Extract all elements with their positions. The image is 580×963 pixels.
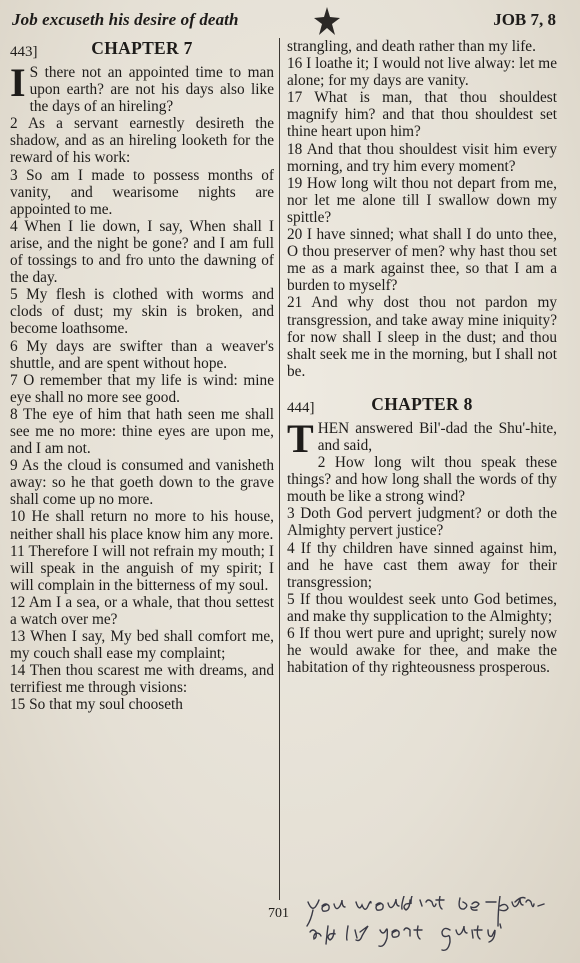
chapter-8-verse-1 [287,415,557,461]
book-reference: JOB 7, 8 [493,10,556,29]
chapter-heading [287,394,557,418]
right-column [287,38,557,676]
verse-text: 6 If thou wert pure and upright; surely now he would awake for thee, and make the habitation of thy righteousness prosperous. [287,625,557,677]
verse-18 [287,141,557,175]
verse-text: 15 So that my soul chooseth [10,696,183,714]
verse-16 [287,55,557,89]
verse-text: 21 And why dost thou not pardon my transgression, and take away mine iniquity? for now shall I sleep in the dust; and thou shalt seek me in the morning, but I shall not be. [287,294,557,380]
verse-21 [287,294,557,379]
verse-text: 9 As the cloud is consumed and vanisheth away: so he that goeth down to the grave shall come up no more. [10,457,274,509]
page-number: 701 [268,906,289,921]
verse-text: 17 What is man, that thou shouldest magnify him? and that thou shouldest set thine heart upon him? [287,89,557,141]
chapter-heading [10,38,274,62]
handwritten-note [300,896,570,958]
verse-text: HEN answered Bil'-dad the Shu'-hite, and said, [317,419,557,454]
verse-10 [10,508,274,542]
verse-8 [10,406,274,457]
verse-text: 13 When I say, My bed shall comfort me, my couch shall ease my complaint; [10,628,274,663]
verse-4 [10,218,274,286]
verse-text: 2 How long wilt thou speak these things? and how long shall the words of thy mouth be like a strong wind? [287,454,557,506]
chapter-title: CHAPTER 7 [91,38,193,58]
verse-text: 18 And that thou shouldest visit him every morning, and try him every moment? [287,140,557,175]
verse-text: 11 Therefore I will not refrain my mouth; I will speak in the anguish of my spirit; I will complain in the bitterness of my soul. [10,542,274,594]
running-head: Job excuseth his desire of death [12,10,239,29]
verse-text: 7 O remember that my life is wind: mine eye shall no more see good. [10,371,274,406]
verse-text: 3 Doth God pervert judgment? or doth the Almighty pervert justice? [287,505,557,540]
chapter-8-verse-2 [287,454,557,505]
verse-15-continued [287,38,557,55]
verse-12 [10,594,274,628]
verse-14 [10,662,274,696]
star-icon [312,6,342,36]
verse-7 [10,372,274,406]
verse-1 [10,60,274,116]
verse-text: 5 If thou wouldest seek unto God betimes, and make thy supplication to the Almighty; [287,590,557,625]
verse-20 [287,226,557,294]
chapter-8-verse-6 [287,625,557,676]
verse-text: 2 As a servant earnestly desireth the shadow, and as an hireling looketh for the reward of his work: [10,115,274,167]
left-column [10,38,274,714]
verse-text: 12 Am I a sea, or a whale, that thou settest a watch over me? [10,593,274,628]
verse-text: 5 My flesh is clothed with worms and clods of dust; my skin is broken, and become loathsome. [10,286,274,338]
verse-text: 19 How long wilt thou not depart from me, nor let me alone till I swallow down my spittle? [287,174,557,226]
verse-19 [287,175,557,226]
verse-text: 8 The eye of him that hath seen me shall see me no more: thine eyes are upon me, and I am not. [10,405,274,458]
verse-text: strangling, and death rather than my life. [287,38,536,55]
drop-cap: I [10,60,26,105]
chapter-number: 443] [10,44,38,60]
verse-text: 6 My days are swifter than a weaver's shuttle, and are spent without hope. [10,337,274,372]
chapter-8-verse-5 [287,591,557,625]
verse-13 [10,628,274,662]
verse-text: 3 So am I made to possess months of vanity, and wearisome nights are appointed to me. [10,166,274,218]
chapter-8-verse-4 [287,540,557,591]
column-divider [279,38,280,900]
verse-6 [10,338,274,372]
verse-text: 20 I have sinned; what shall I do unto thee, O thou preserver of men? why hast thou set me as a mark against thee, so that I am a burden to myself? [287,226,557,295]
verse-3 [10,167,274,218]
verse-5 [10,286,274,337]
drop-cap: T [287,415,314,461]
verse-text: S there not an appointed time to man upon earth? are not his days also like the days of an hireling? [29,64,274,116]
chapter-title: CHAPTER 8 [371,393,473,414]
verse-9 [10,457,274,508]
verse-text: 16 I loathe it; I would not live alway: let me alone; for my days are vanity. [287,55,557,90]
verse-17 [287,89,557,140]
page-header [0,6,580,36]
chapter-8-verse-3 [287,505,557,539]
chapter-number: 444] [287,399,315,416]
verse-text: 10 He shall return no more to his house, neither shall his place know him any more. [10,508,274,543]
verse-2 [10,115,274,166]
verse-11 [10,543,274,594]
verse-text: 4 If thy children have sinned against him, and he have cast them away for their transgression; [287,539,557,591]
verse-15 [10,696,274,713]
verse-text: 14 Then thou scarest me with dreams, and terrifiest me through visions: [10,662,274,697]
verse-text: 4 When I lie down, I say, When shall I arise, and the night be gone? and I am full of tossings to and fro unto the dawning of the day. [10,217,274,287]
